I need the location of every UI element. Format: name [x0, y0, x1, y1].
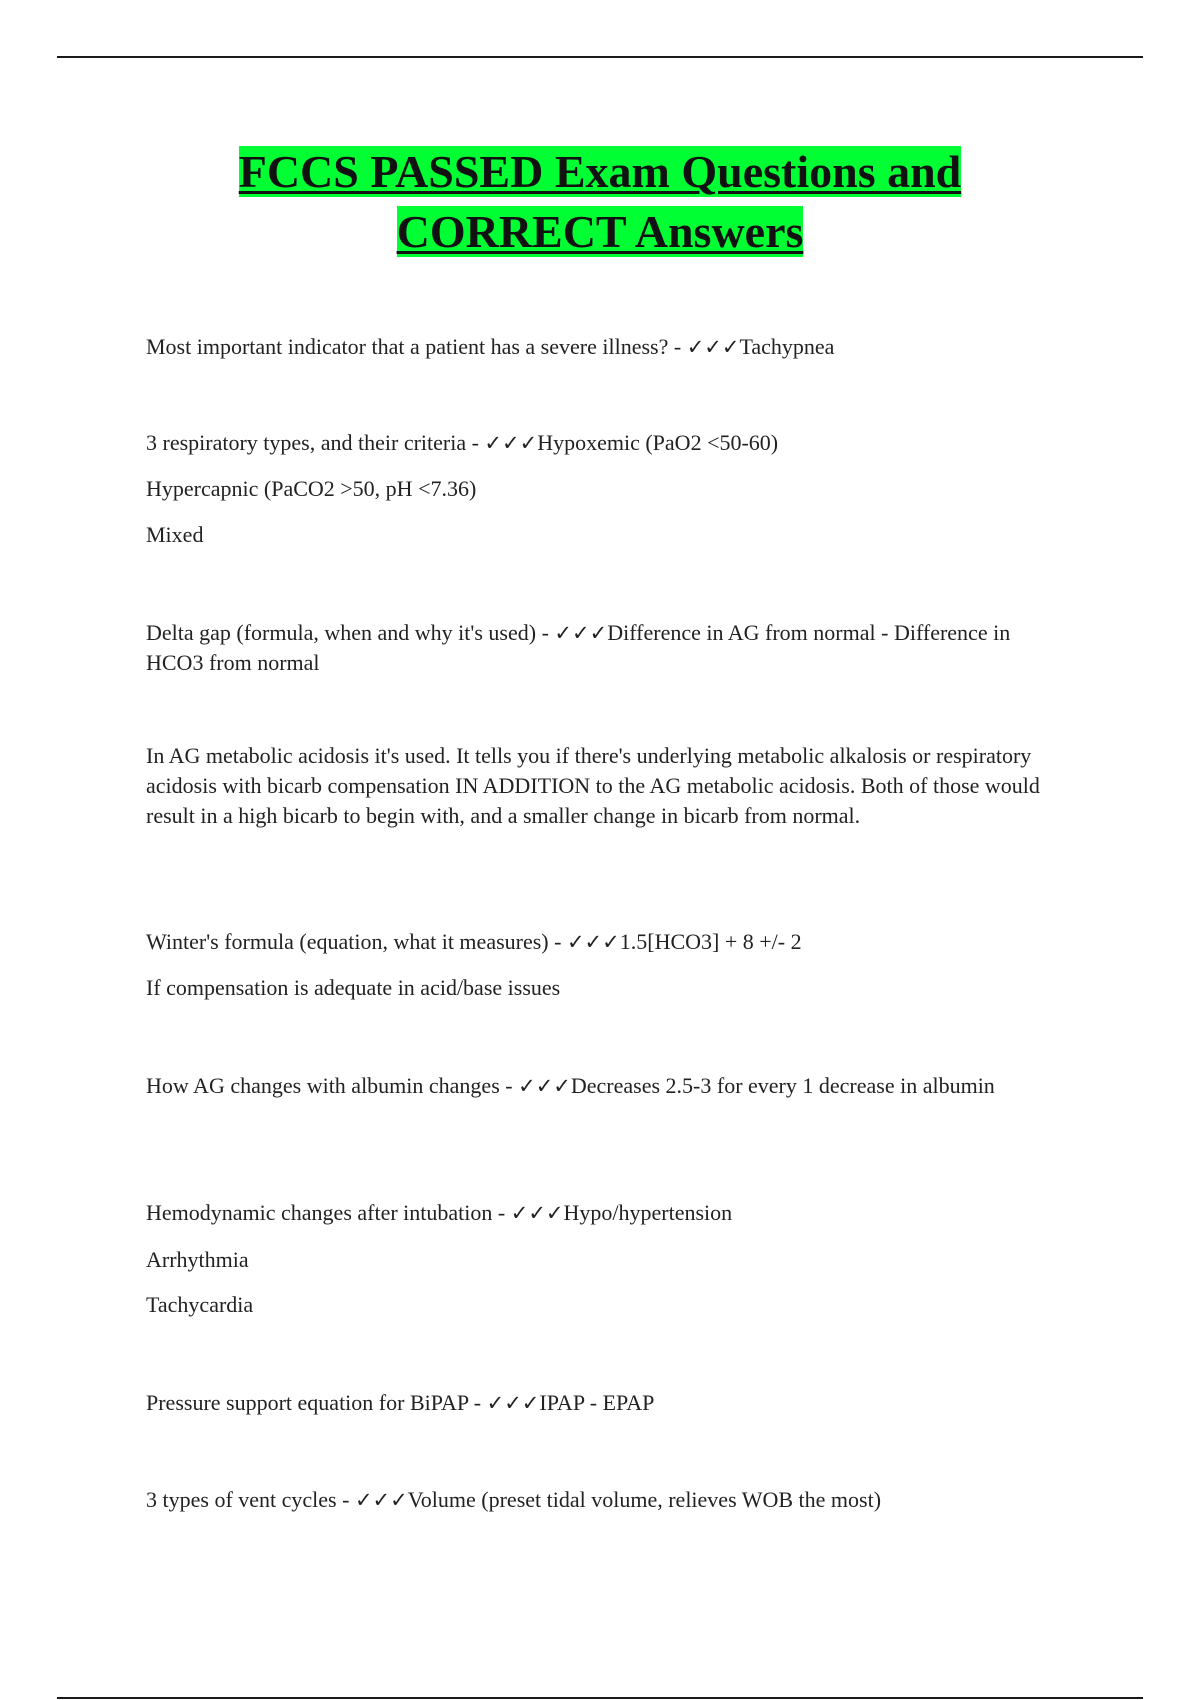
- title-line-1: FCCS PASSED Exam Questions and: [238, 146, 962, 197]
- qa-item: [146, 332, 1066, 362]
- check-mark-icon: ✓✓✓: [686, 335, 740, 359]
- answer-line: Tachycardia: [146, 1292, 254, 1317]
- bottom-rule: [57, 1697, 1143, 1699]
- check-mark-icon: ✓✓✓: [486, 1391, 540, 1415]
- answer-text: IPAP - EPAP: [539, 1390, 655, 1415]
- answer-paragraph: In AG metabolic acidosis it's used. It tells you if there's underlying metabolic alkalosis or respiratory acidosis with bicarb compensation IN ADDITION to the AG metabolic acidosis. Both of those would result in a high bicarb to begin with, and a smaller change in bicarb from normal.: [146, 743, 1040, 828]
- question-text: Winter's formula (equation, what it measures) -: [146, 929, 567, 954]
- qa-item: [146, 1071, 1066, 1101]
- answer-text: Difference in AG from normal - Difference in HCO3 from normal: [146, 620, 1011, 675]
- check-mark-icon: ✓✓✓: [484, 431, 538, 455]
- qa-item: [146, 1485, 1066, 1515]
- check-mark-icon: ✓✓✓: [354, 1488, 408, 1512]
- answer-text: Hypo/hypertension: [563, 1200, 733, 1225]
- answer-text: 1.5[HCO3] + 8 +/- 2: [619, 929, 802, 954]
- check-mark-icon: ✓✓✓: [566, 930, 620, 954]
- question-text: Hemodynamic changes after intubation -: [146, 1200, 511, 1225]
- qa-item: [146, 1198, 1066, 1228]
- answer-text: Decreases 2.5-3 for every 1 decrease in albumin: [570, 1073, 995, 1098]
- document-title: [0, 142, 1200, 262]
- answer-text: Hypoxemic (PaO2 <50-60): [537, 430, 779, 455]
- answer-line: If compensation is adequate in acid/base issues: [146, 975, 561, 1000]
- qa-item: [146, 618, 1066, 678]
- answer-line: Mixed: [146, 522, 204, 547]
- check-mark-icon: ✓✓✓: [554, 621, 608, 645]
- qa-item: [146, 1388, 1066, 1418]
- question-text: How AG changes with albumin changes -: [146, 1073, 519, 1098]
- answer-line: Arrhythmia: [146, 1247, 249, 1272]
- answer-text: Tachypnea: [739, 334, 835, 359]
- check-mark-icon: ✓✓✓: [518, 1074, 571, 1098]
- question-text: Delta gap (formula, when and why it's used) -: [146, 620, 555, 645]
- question-text: Most important indicator that a patient has a severe illness? -: [146, 334, 687, 359]
- answer-line: Hypercapnic (PaCO2 >50, pH <7.36): [146, 476, 477, 501]
- question-text: 3 respiratory types, and their criteria -: [146, 430, 485, 455]
- answer-text: Volume (preset tidal volume, relieves WOB the most): [407, 1487, 882, 1512]
- question-text: 3 types of vent cycles -: [146, 1487, 355, 1512]
- title-line-2: CORRECT Answers: [396, 206, 804, 257]
- question-text: Pressure support equation for BiPAP -: [146, 1390, 487, 1415]
- qa-item: [146, 927, 1066, 957]
- check-mark-icon: ✓✓✓: [510, 1201, 564, 1225]
- top-rule: [57, 56, 1143, 58]
- qa-item: [146, 428, 1066, 458]
